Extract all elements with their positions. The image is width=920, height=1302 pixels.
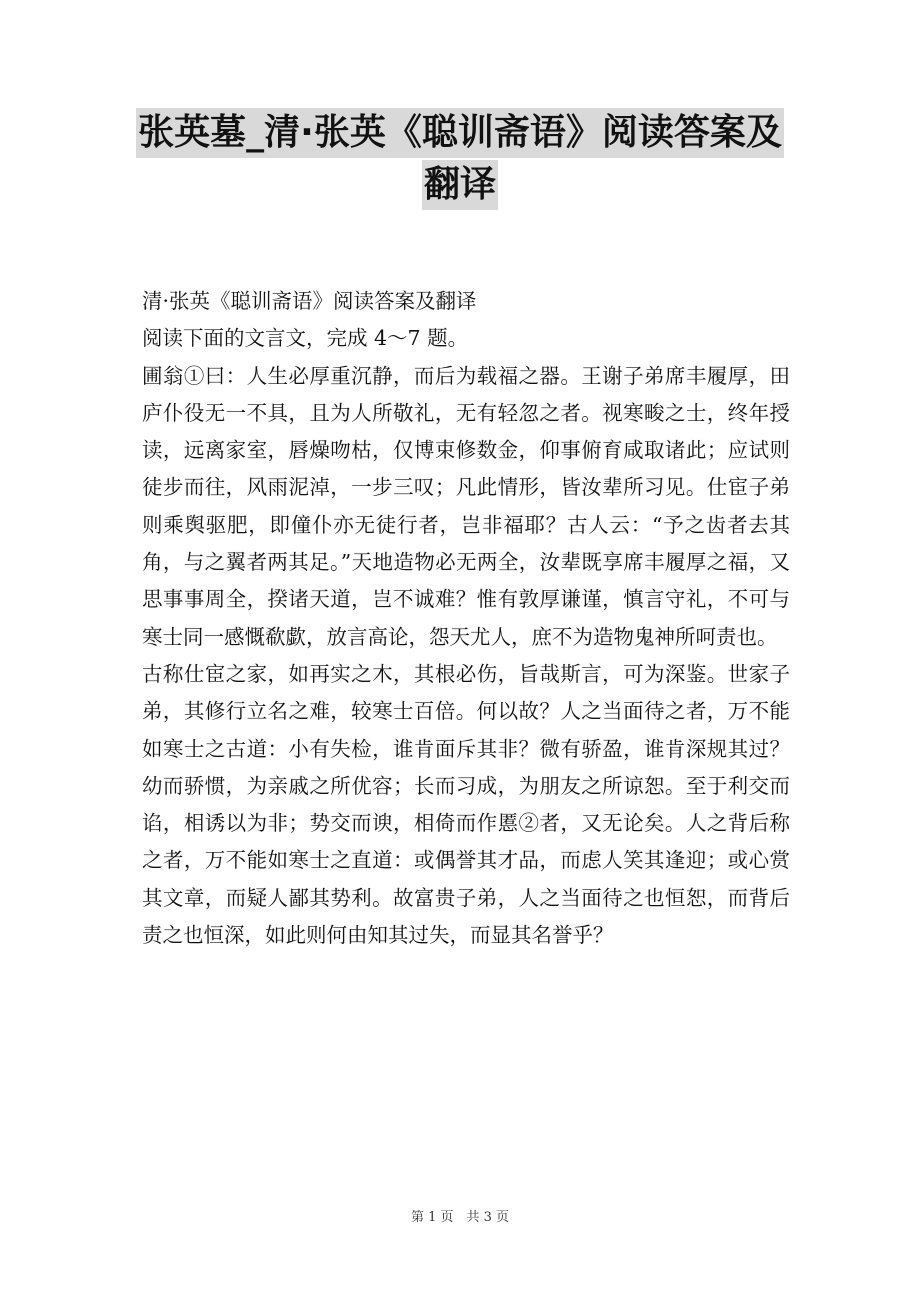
title-line-2: 翻译 <box>422 160 498 210</box>
title-line-1: 张英墓_清·张英《聪训斋语》阅读答案及 <box>136 108 784 158</box>
document-title <box>0 108 920 210</box>
paragraph-1: 圃翁①曰：人生必厚重沉静，而后为载福之器。王谢子弟席丰履厚，田庐仆役无一不具，且为人所敬礼，无有轻忽之者。视寒畯之士，终年授读，远离家室，唇燥吻枯，仅博束修数金，仰事俯育咸取诸此；应试则徒步而往，风雨泥淖，一步三叹；凡此情形，皆汝辈所习见。仕宦子弟则乘舆驱肥，即僮仆亦无徒行者，岂非福耶？古人云：“予之齿者去其角，与之翼者两其足。”天地造物必无两全，汝辈既享席丰履厚之福，又思事事周全，揆诸天道，岂不诚难？惟有敦厚谦谨，慎言守礼，不可与寒士同一感慨欷歔，放言高论，怨天尤人，庶不为造物鬼神所呵责也。 <box>142 363 790 649</box>
page-footer: 第 1 页 共 3 页 <box>410 1210 510 1225</box>
document-body <box>142 283 790 954</box>
instruction: 阅读下面的文言文，完成 4～7 题。 <box>142 326 469 351</box>
paragraph-2: 古称仕宦之家，如再实之木，其根必伤，旨哉斯言，可为深鉴。世家子弟，其修行立名之难，较寒士百倍。何以故？人之当面待之者，万不能如寒士之古道：小有失检，谁肯面斥其非？微有骄盈，谁肯深规其过？幼而骄惯，为亲戚之所优容；长而习成，为朋友之所谅恕。至于利交而谄，相诱以为非；势交而谀，相倚而作慝②者，又无论矣。人之背后称之者，万不能如寒士之直道：或偶誉其才品，而虑人笑其逢迎；或心赏其文章，而疑人鄙其势利。故富贵子弟，人之当面待之也恒恕，而背后责之也恒深，如此则何由知其过失，而显其名誉乎？ <box>142 661 790 948</box>
subtitle: 清·张英《聪训斋语》阅读答案及翻译 <box>142 289 477 313</box>
